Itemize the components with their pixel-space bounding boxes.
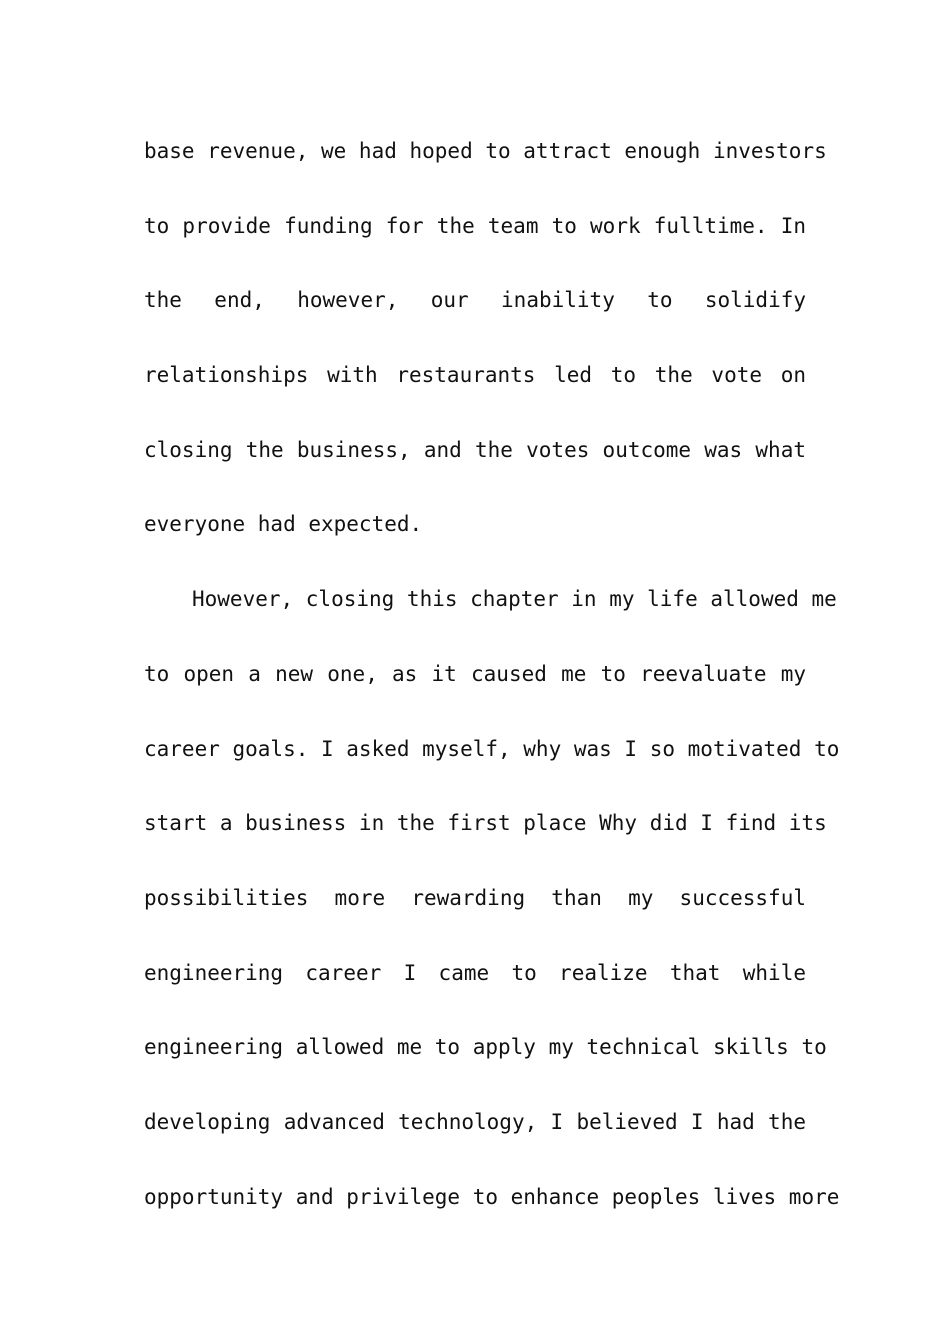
- text-line: closing the business, and the votes outcome was what: [144, 437, 806, 462]
- text-line: However, closing this chapter in my life allowed me: [192, 587, 837, 612]
- text-line: relationships with restaurants led to the vote on: [144, 363, 806, 388]
- paragraph: [144, 114, 827, 562]
- text-line: everyone had expected.: [144, 512, 423, 537]
- text-line: career goals. I asked myself, why was I so motivated to: [144, 736, 840, 761]
- text-line: possibilities more rewarding than my successful: [144, 885, 806, 910]
- text-line: developing advanced technology, I believed I had the: [144, 1109, 806, 1134]
- text-line: to provide funding for the team to work fulltime. In: [144, 213, 806, 238]
- text-line: opportunity and privilege to enhance peoples lives more: [144, 1184, 840, 1209]
- text-line: base revenue, we had hoped to attract enough investors: [144, 139, 827, 163]
- text-line: start a business in the first place Why did I find its: [144, 811, 827, 836]
- text-line: engineering allowed me to apply my technical skills to: [144, 1035, 827, 1060]
- text-line: the end, however, our inability to solidify: [144, 288, 806, 313]
- body-text: [144, 114, 840, 1234]
- text-line: to open a new one, as it caused me to reevaluate my: [144, 661, 806, 686]
- paragraph: [144, 562, 840, 1234]
- text-line: engineering career I came to realize that while: [144, 960, 806, 985]
